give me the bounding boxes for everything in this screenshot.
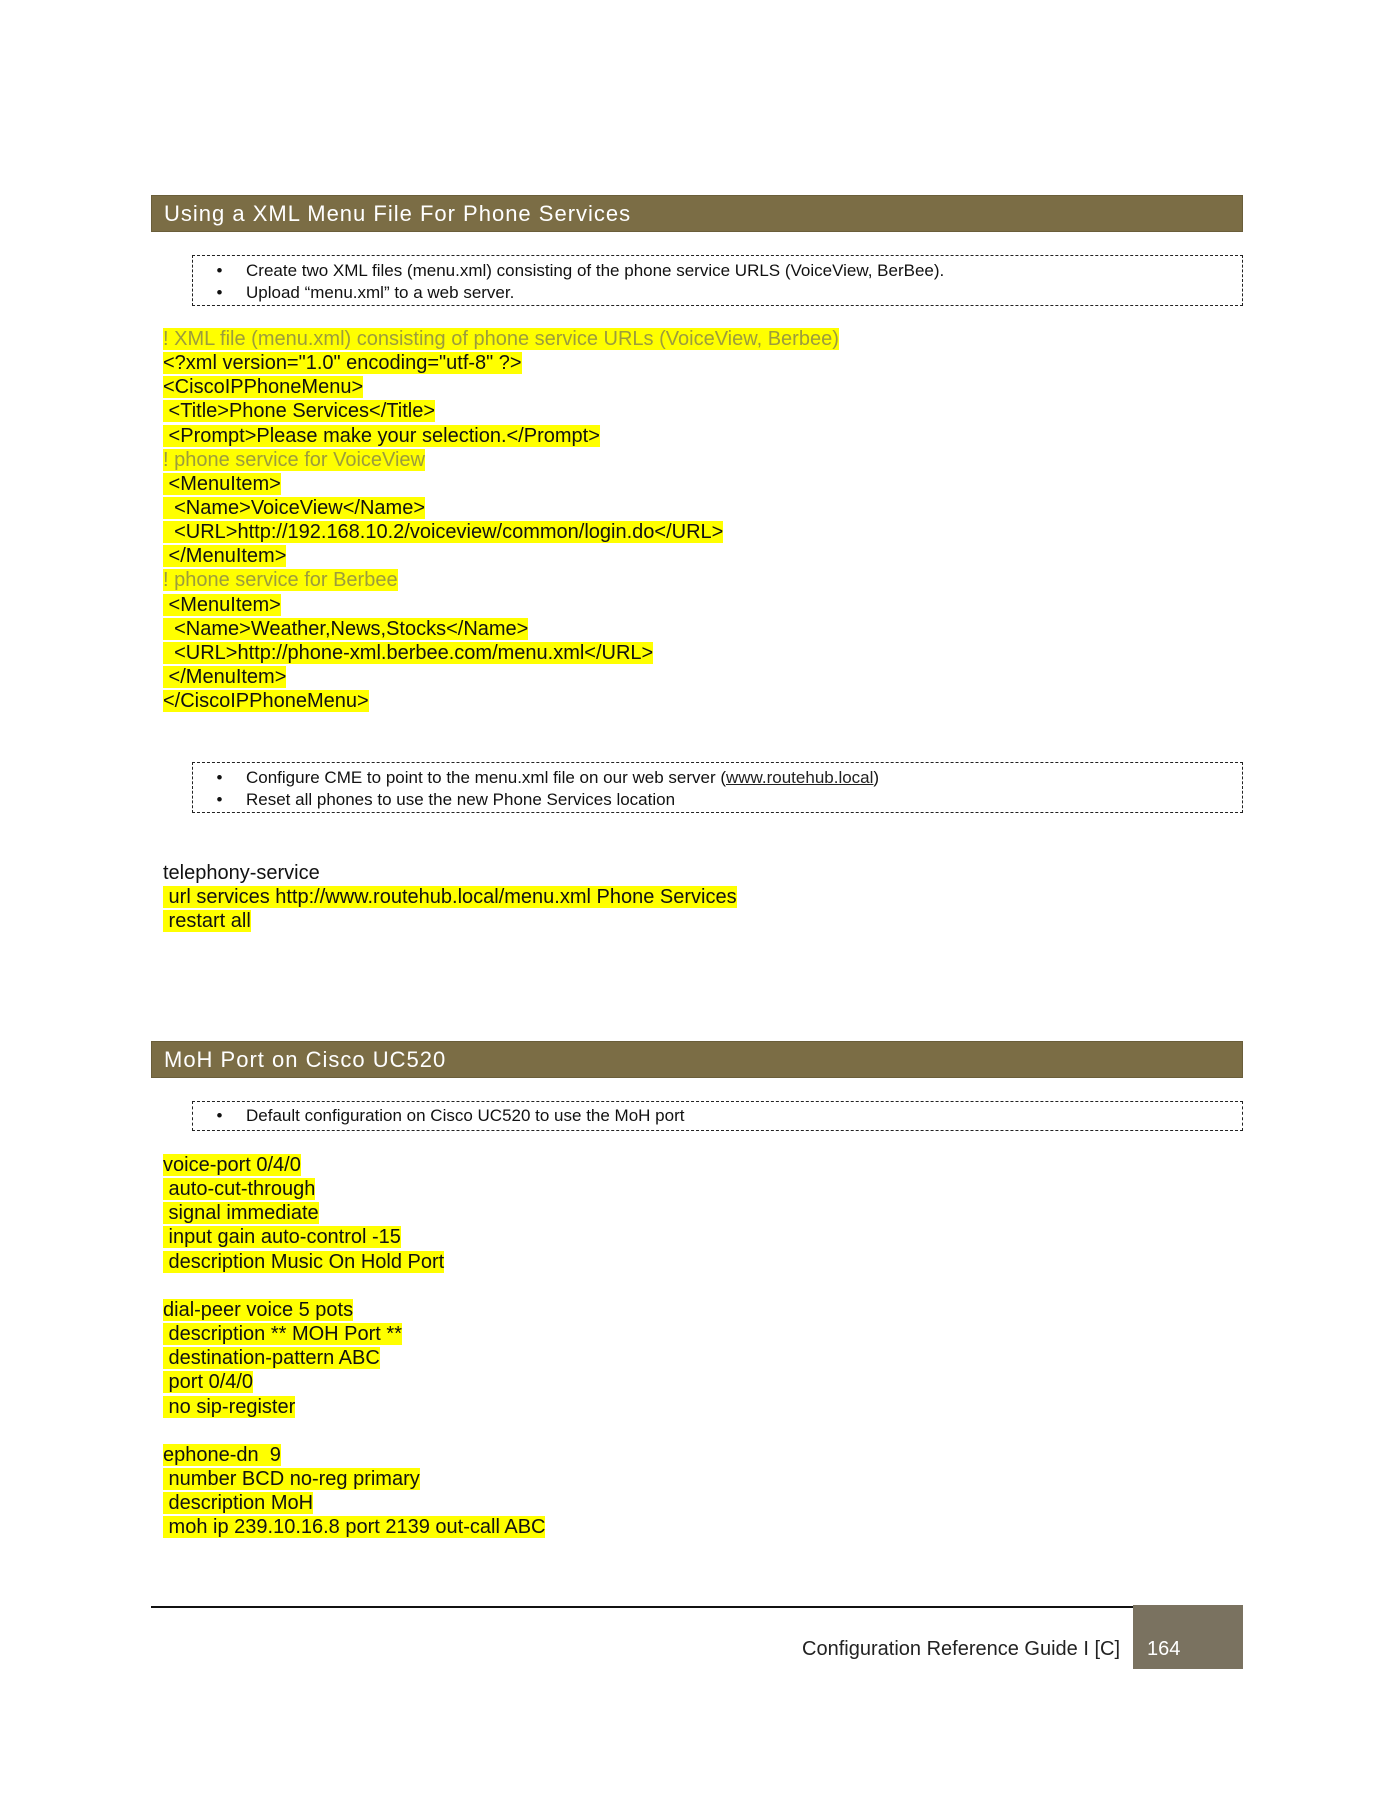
code-comment: ! phone service for Berbee [163,569,398,592]
code-text: dial-peer voice 5 pots [163,1299,354,1321]
code-text: number BCD no-reg primary [163,1468,420,1491]
code-line [163,1322,402,1346]
code-text: </CiscoIPPhoneMenu> [163,690,369,713]
telephony-code-block [163,861,737,933]
section-header-xml-menu: Using a XML Menu File For Phone Services [151,195,1243,232]
code-text: signal immediate [163,1202,319,1225]
code-text: no sip-register [163,1395,296,1418]
bullet-icon: • [216,283,223,302]
code-text: <Title>Phone Services</Title> [163,400,435,423]
code-text: </MenuItem> [163,545,287,568]
bullet-text: Create two XML files (menu.xml) consisting of the phone service URLS (VoiceView, BerBee). [246,261,945,280]
bullet-item [193,767,1242,789]
code-text: <Name>VoiceView</Name> [163,496,426,519]
code-text: url services http://www.routehub.local/menu.xml Phone Services [163,886,737,909]
code-comment: ! XML file (menu.xml) consisting of phone service URLs (VoiceView, Berbee) [163,328,839,350]
code-line [163,617,839,641]
code-text: restart all [163,910,251,933]
bullet-text: Default configuration on Cisco UC520 to use the MoH port [246,1106,685,1125]
code-line [163,665,839,689]
code-text: <MenuItem> [163,593,281,616]
footer-title: Configuration Reference Guide I [C] [802,1638,1120,1660]
code-line [163,1467,545,1491]
code-line [163,1395,402,1419]
code-line [163,1201,444,1225]
page-number: 164 [1133,1605,1243,1669]
bullet-text: Reset all phones to use the new Phone Services location [246,790,676,809]
code-line [163,1225,444,1249]
dial-peer-code-block [163,1298,402,1419]
code-line [163,1250,444,1274]
xml-code-block [163,327,839,713]
section-header-moh: MoH Port on Cisco UC520 [151,1041,1243,1078]
code-line [163,1443,545,1467]
code-line [163,375,839,399]
bullet-icon: • [216,768,223,787]
voice-port-code-block [163,1153,444,1274]
code-line [163,861,737,885]
notes-box [192,1101,1243,1131]
code-text: <URL>http://phone-xml.berbee.com/menu.xml</URL> [163,641,654,664]
code-text: description ** MOH Port ** [163,1323,402,1346]
code-line [163,424,839,448]
code-comment: ! phone service for VoiceView [163,448,426,471]
code-line [163,689,839,713]
code-text: <URL>http://192.168.10.2/voiceview/common/login.do</URL> [163,521,724,544]
code-text: description MoH [163,1492,314,1515]
code-line [163,1298,402,1322]
bullet-text: Upload “menu.xml” to a web server. [246,283,515,302]
code-line [163,1370,402,1394]
code-line [163,885,737,909]
code-text: </MenuItem> [163,665,287,688]
code-text: telephony-service [163,862,320,884]
code-text: <CiscoIPPhoneMenu> [163,376,364,399]
code-line [163,496,839,520]
code-text: ephone-dn 9 [163,1444,281,1466]
code-line [163,1177,444,1201]
code-line [163,568,839,592]
code-line [163,641,839,665]
bullet-item [193,260,1242,282]
code-text: moh ip 239.10.16.8 port 2139 out-call ABC [163,1516,546,1539]
code-line [163,448,839,472]
code-text: port 0/4/0 [163,1371,254,1394]
code-line [163,327,839,351]
ephone-dn-code-block [163,1443,545,1540]
bullet-icon: • [216,261,223,280]
code-line [163,909,737,933]
bullet-item [193,789,1242,811]
code-line [163,399,839,423]
bullet-text: Configure CME to point to the menu.xml file on our web server ( [246,768,726,787]
code-text: <Name>Weather,News,Stocks</Name> [163,617,529,640]
bullet-item [193,1105,1242,1127]
code-line [163,520,839,544]
code-text: auto-cut-through [163,1178,316,1201]
code-text: input gain auto-control -15 [163,1226,401,1249]
routehub-link[interactable]: www.routehub.local [726,768,874,787]
code-line [163,544,839,568]
code-line [163,1515,545,1539]
code-text: destination-pattern ABC [163,1347,380,1370]
code-line [163,593,839,617]
code-text: voice-port 0/4/0 [163,1154,301,1176]
code-line [163,1153,444,1177]
code-line [163,472,839,496]
code-text: description Music On Hold Port [163,1250,445,1273]
bullet-icon: • [216,790,223,809]
code-line [163,1491,545,1515]
notes-box [192,255,1243,306]
bullet-item [193,282,1242,304]
code-text: <MenuItem> [163,472,281,495]
notes-box [192,762,1243,813]
code-line [163,1346,402,1370]
bullet-text: ) [873,768,880,787]
code-text: <?xml version="1.0" encoding="utf-8" ?> [163,352,522,375]
bullet-icon: • [216,1106,223,1125]
code-text: <Prompt>Please make your selection.</Prompt> [163,424,600,447]
footer-divider [151,1606,1133,1608]
code-line [163,351,839,375]
